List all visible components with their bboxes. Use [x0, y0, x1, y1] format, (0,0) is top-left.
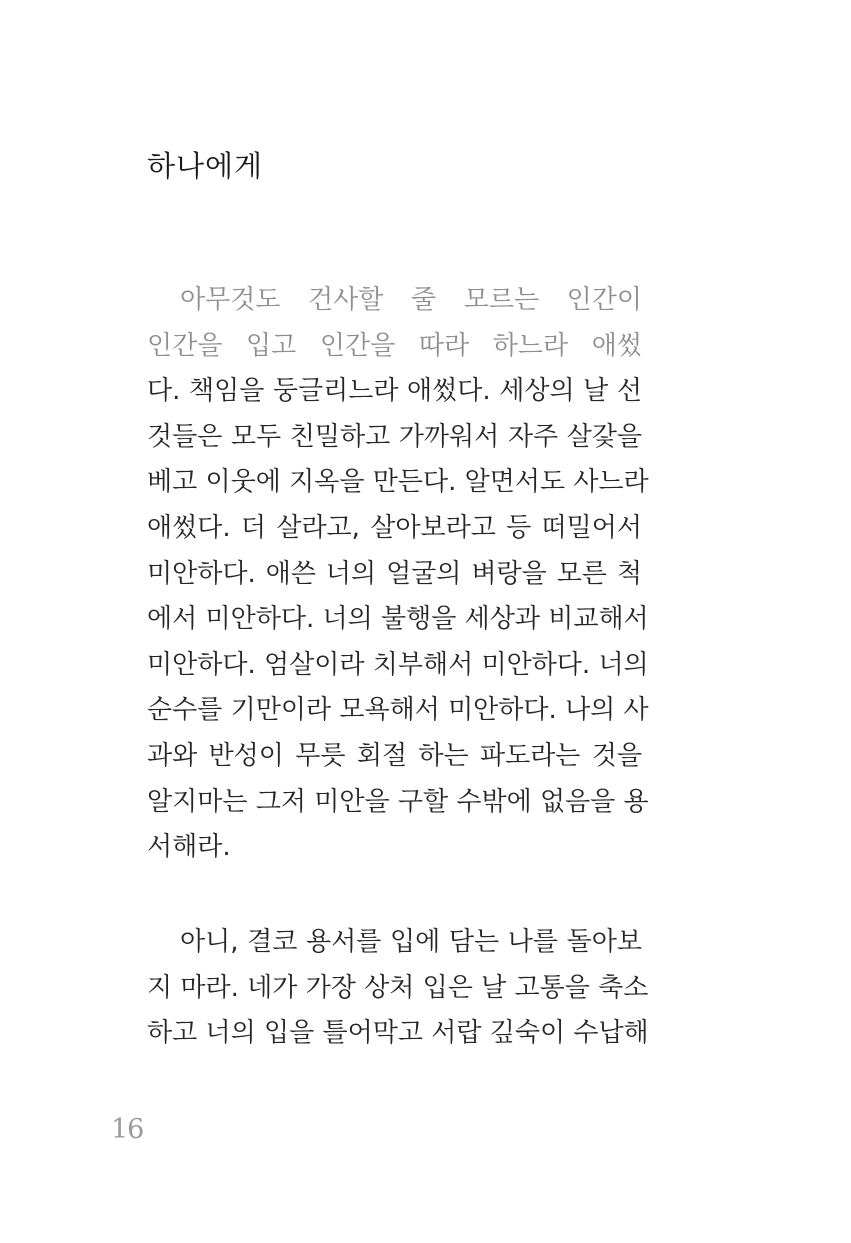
- paragraph-2: [147, 920, 649, 1057]
- paragraph-line: 과와 반성이 무릇 회절 하는 파도라는 것을: [147, 740, 642, 771]
- page-number: 16: [111, 1114, 144, 1145]
- paragraph-line: 아무것도 건사할 줄 모르는 인간이: [180, 285, 642, 315]
- paragraph-line: 알지마는 그저 미안을 구할 수밖에 없음을 용: [147, 786, 649, 817]
- paragraph-line: 하고 너의 입을 틀어막고 서랍 깊숙이 수납해: [147, 1018, 649, 1049]
- paragraph-line: 아니, 결코 용서를 입에 담는 나를 돌아보: [180, 927, 642, 957]
- paragraph-line: 베고 이웃에 지옥을 만든다. 알면서도 사느라: [147, 467, 649, 498]
- paragraph-line: 미안하다. 엄살이라 치부해서 미안하다. 너의: [147, 649, 649, 680]
- page-title: 하나에게: [147, 149, 264, 183]
- paragraph-line: 것들은 모두 친밀하고 가까워서 자주 살갗을: [147, 421, 642, 452]
- paragraph-line: 에서 미안하다. 너의 불행을 세상과 비교해서: [147, 604, 649, 635]
- paragraph-line: 다. 책임을 둥글리느라 애썼다. 세상의 날 선: [147, 376, 642, 407]
- paragraph-line: 지 마라. 네가 가장 상처 입은 날 고통을 축소: [147, 972, 649, 1003]
- paragraph-line: 애썼다. 더 살라고, 살아보라고 등 떠밀어서: [147, 512, 642, 543]
- paragraph-line: 서해라.: [147, 832, 231, 863]
- paragraph-line: 순수를 기만이라 모욕해서 미안하다. 나의 사: [147, 695, 649, 726]
- paragraph-line: 미안하다. 애쓴 너의 얼굴의 벼랑을 모른 척: [147, 558, 642, 589]
- paragraph-line: 인간을 입고 인간을 따라 하느라 애썼: [147, 330, 642, 361]
- paragraph-1: [147, 278, 649, 871]
